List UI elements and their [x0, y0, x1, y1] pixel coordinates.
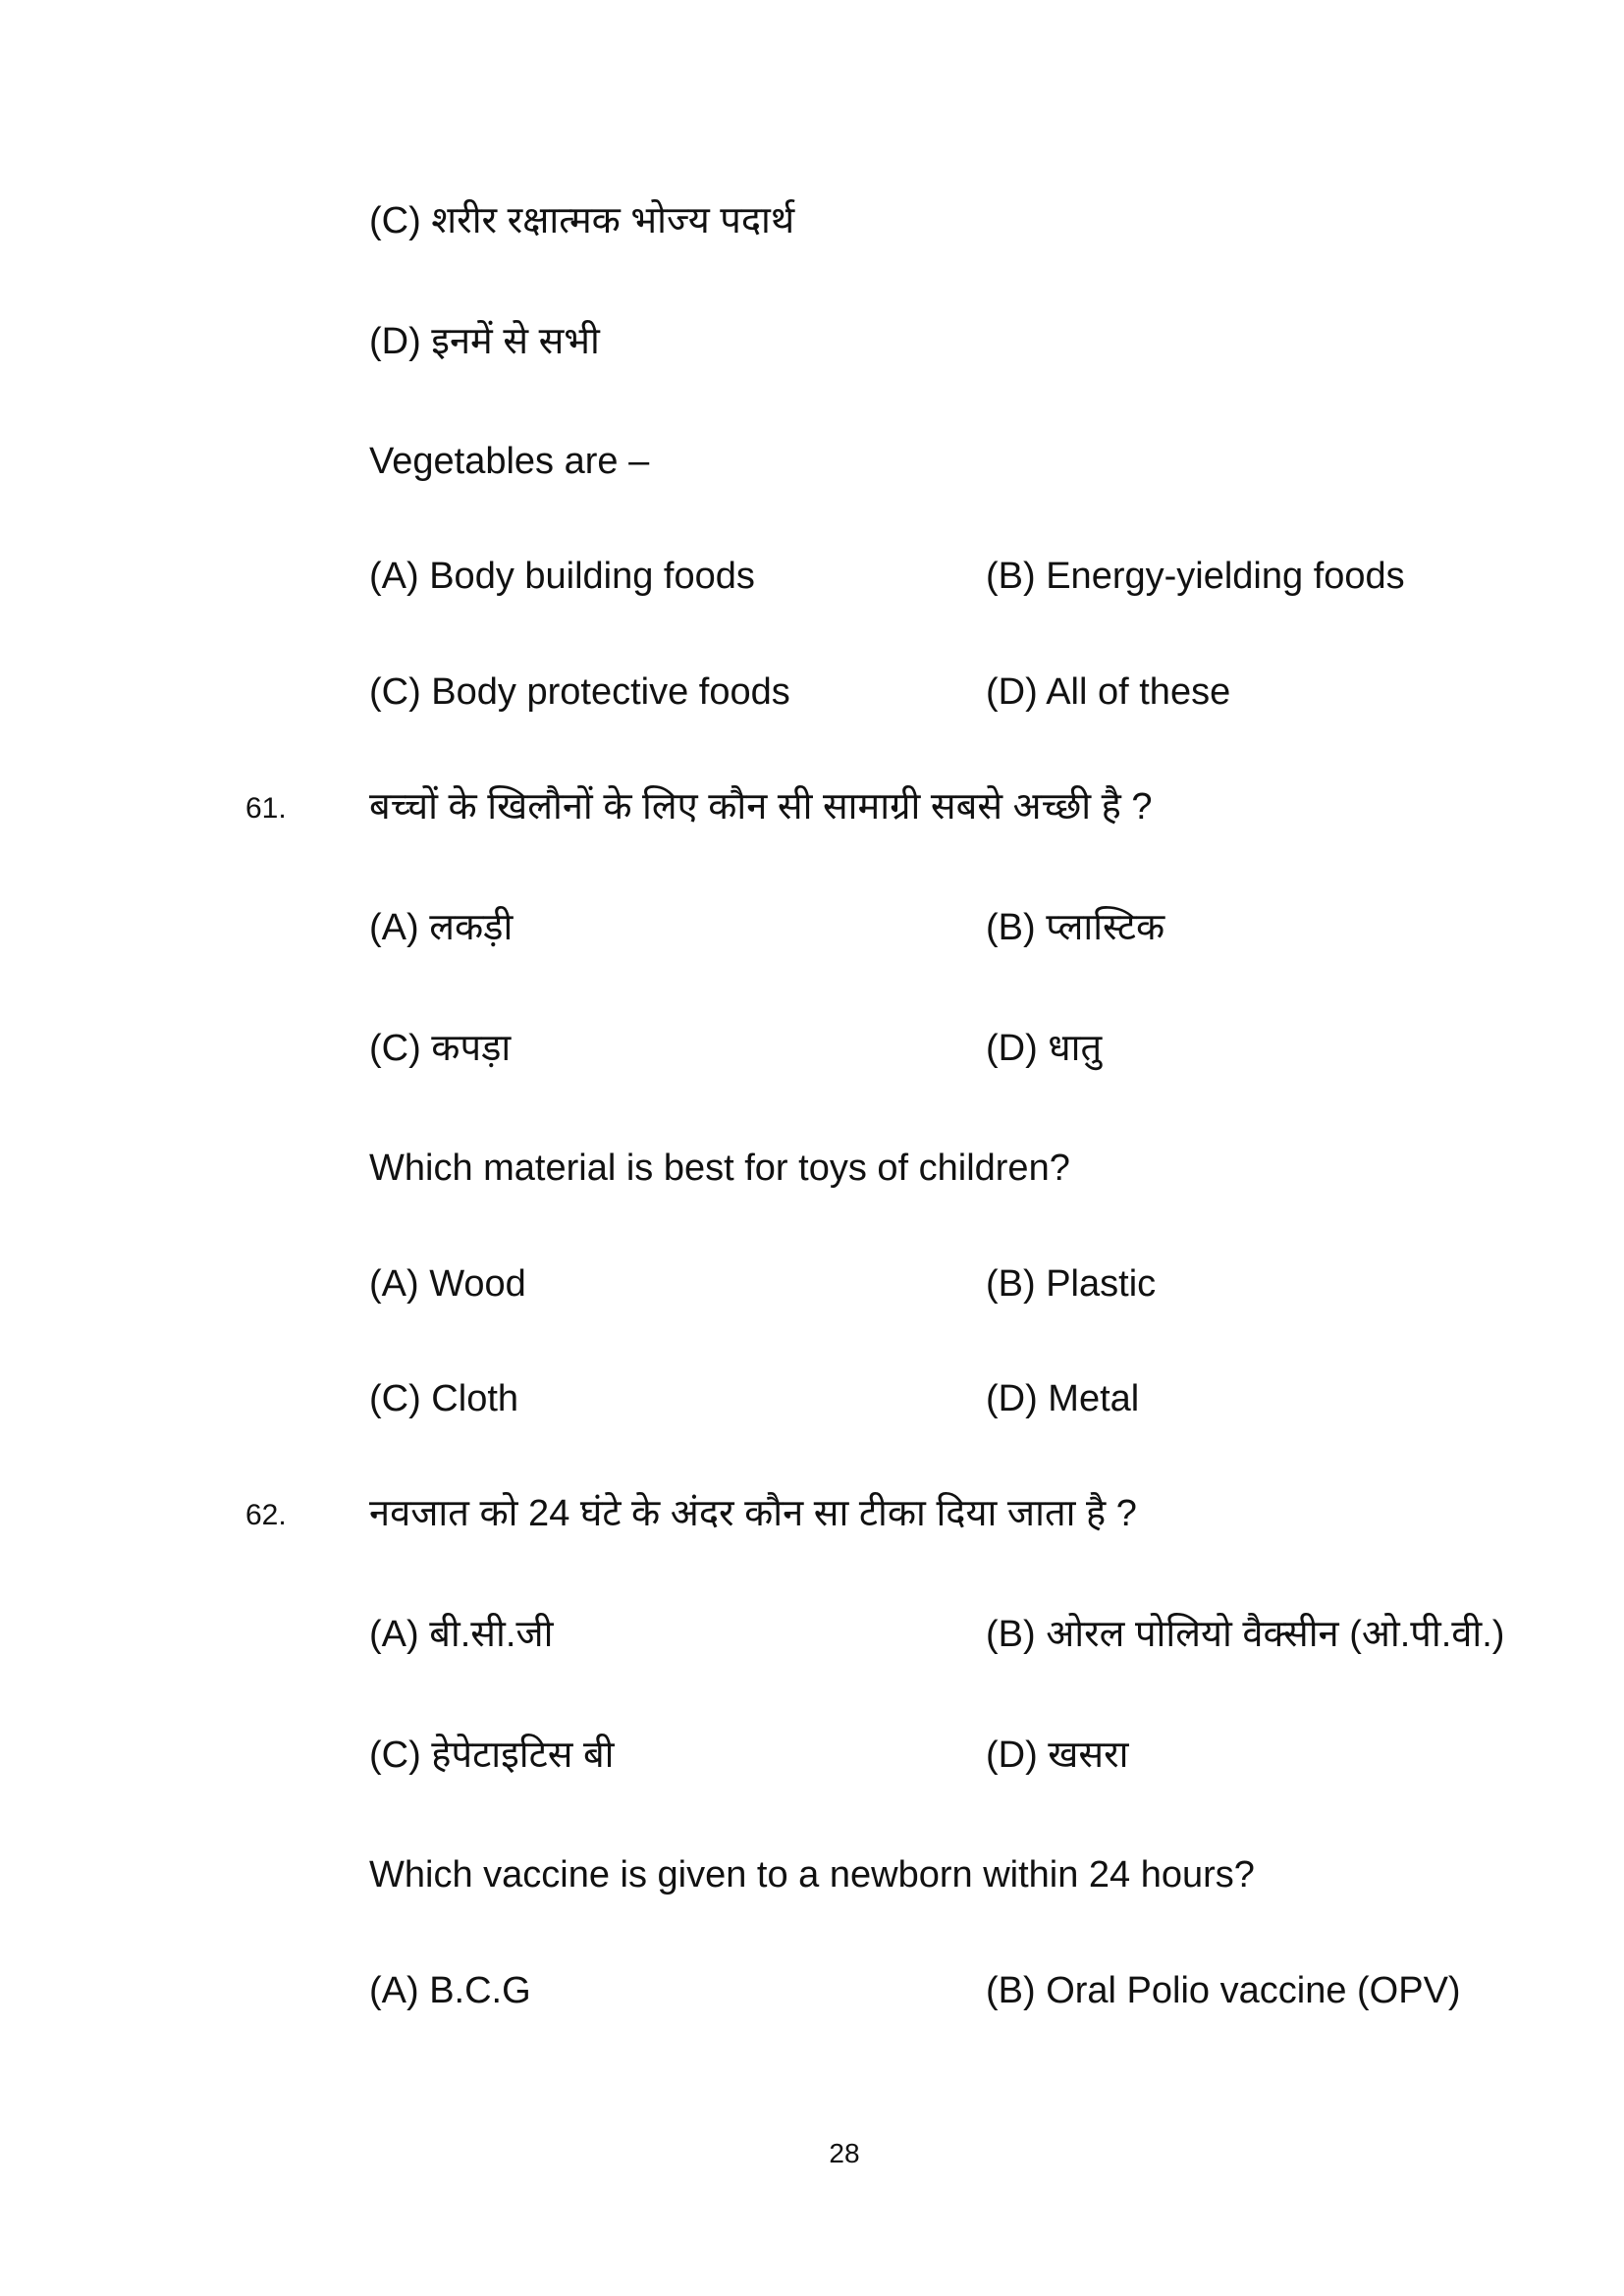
q60-hindi-option-c: (C) शरीर रक्षात्मक भोज्य पदार्थ: [369, 200, 795, 241]
q60-english-option-b: (B) Energy-yielding foods: [986, 556, 1405, 597]
q62-english-option-b: (B) Oral Polio vaccine (OPV): [986, 1970, 1461, 2011]
q62-hindi-option-d: (D) खसरा: [986, 1735, 1129, 1776]
q62-english-option-a: (A) B.C.G: [369, 1970, 531, 2011]
q61-number: 61.: [245, 792, 287, 825]
q61-english-option-d: (D) Metal: [986, 1378, 1140, 1419]
q61-hindi-option-b: (B) प्लास्टिक: [986, 907, 1165, 948]
q60-english-option-c: (C) Body protective foods: [369, 671, 790, 713]
q62-hindi-question: नवजात को 24 घंटे के अंदर कौन सा टीका दिया जाता है ?: [369, 1493, 1137, 1534]
q62-english-question: Which vaccine is given to a newborn within 24 hours?: [369, 1854, 1255, 1896]
q60-english-question: Vegetables are –: [369, 441, 650, 482]
page-number: 28: [829, 2138, 860, 2168]
q61-hindi-option-d: (D) धातु: [986, 1028, 1103, 1069]
q60-english-option-a: (A) Body building foods: [369, 556, 755, 597]
q61-english-option-b: (B) Plastic: [986, 1263, 1157, 1305]
q61-english-option-a: (A) Wood: [369, 1263, 526, 1305]
q62-hindi-option-c: (C) हेपेटाइटिस बी: [369, 1735, 615, 1776]
q61-english-question: Which material is best for toys of children?: [369, 1148, 1070, 1189]
q60-english-option-d: (D) All of these: [986, 671, 1231, 713]
q62-hindi-option-a: (A) बी.सी.जी: [369, 1614, 554, 1655]
q61-hindi-option-c: (C) कपड़ा: [369, 1028, 512, 1069]
q62-number: 62.: [245, 1499, 287, 1531]
q60-hindi-option-d: (D) इनमें से सभी: [369, 321, 600, 362]
q61-hindi-question: बच्चों के खिलौनों के लिए कौन सी सामाग्री सबसे अच्छी है ?: [369, 786, 1153, 828]
q61-english-option-c: (C) Cloth: [369, 1378, 519, 1419]
q61-hindi-option-a: (A) लकड़ी: [369, 907, 514, 948]
q62-hindi-option-b: (B) ओरल पोलियो वैक्सीन (ओ.पी.वी.): [986, 1614, 1505, 1655]
